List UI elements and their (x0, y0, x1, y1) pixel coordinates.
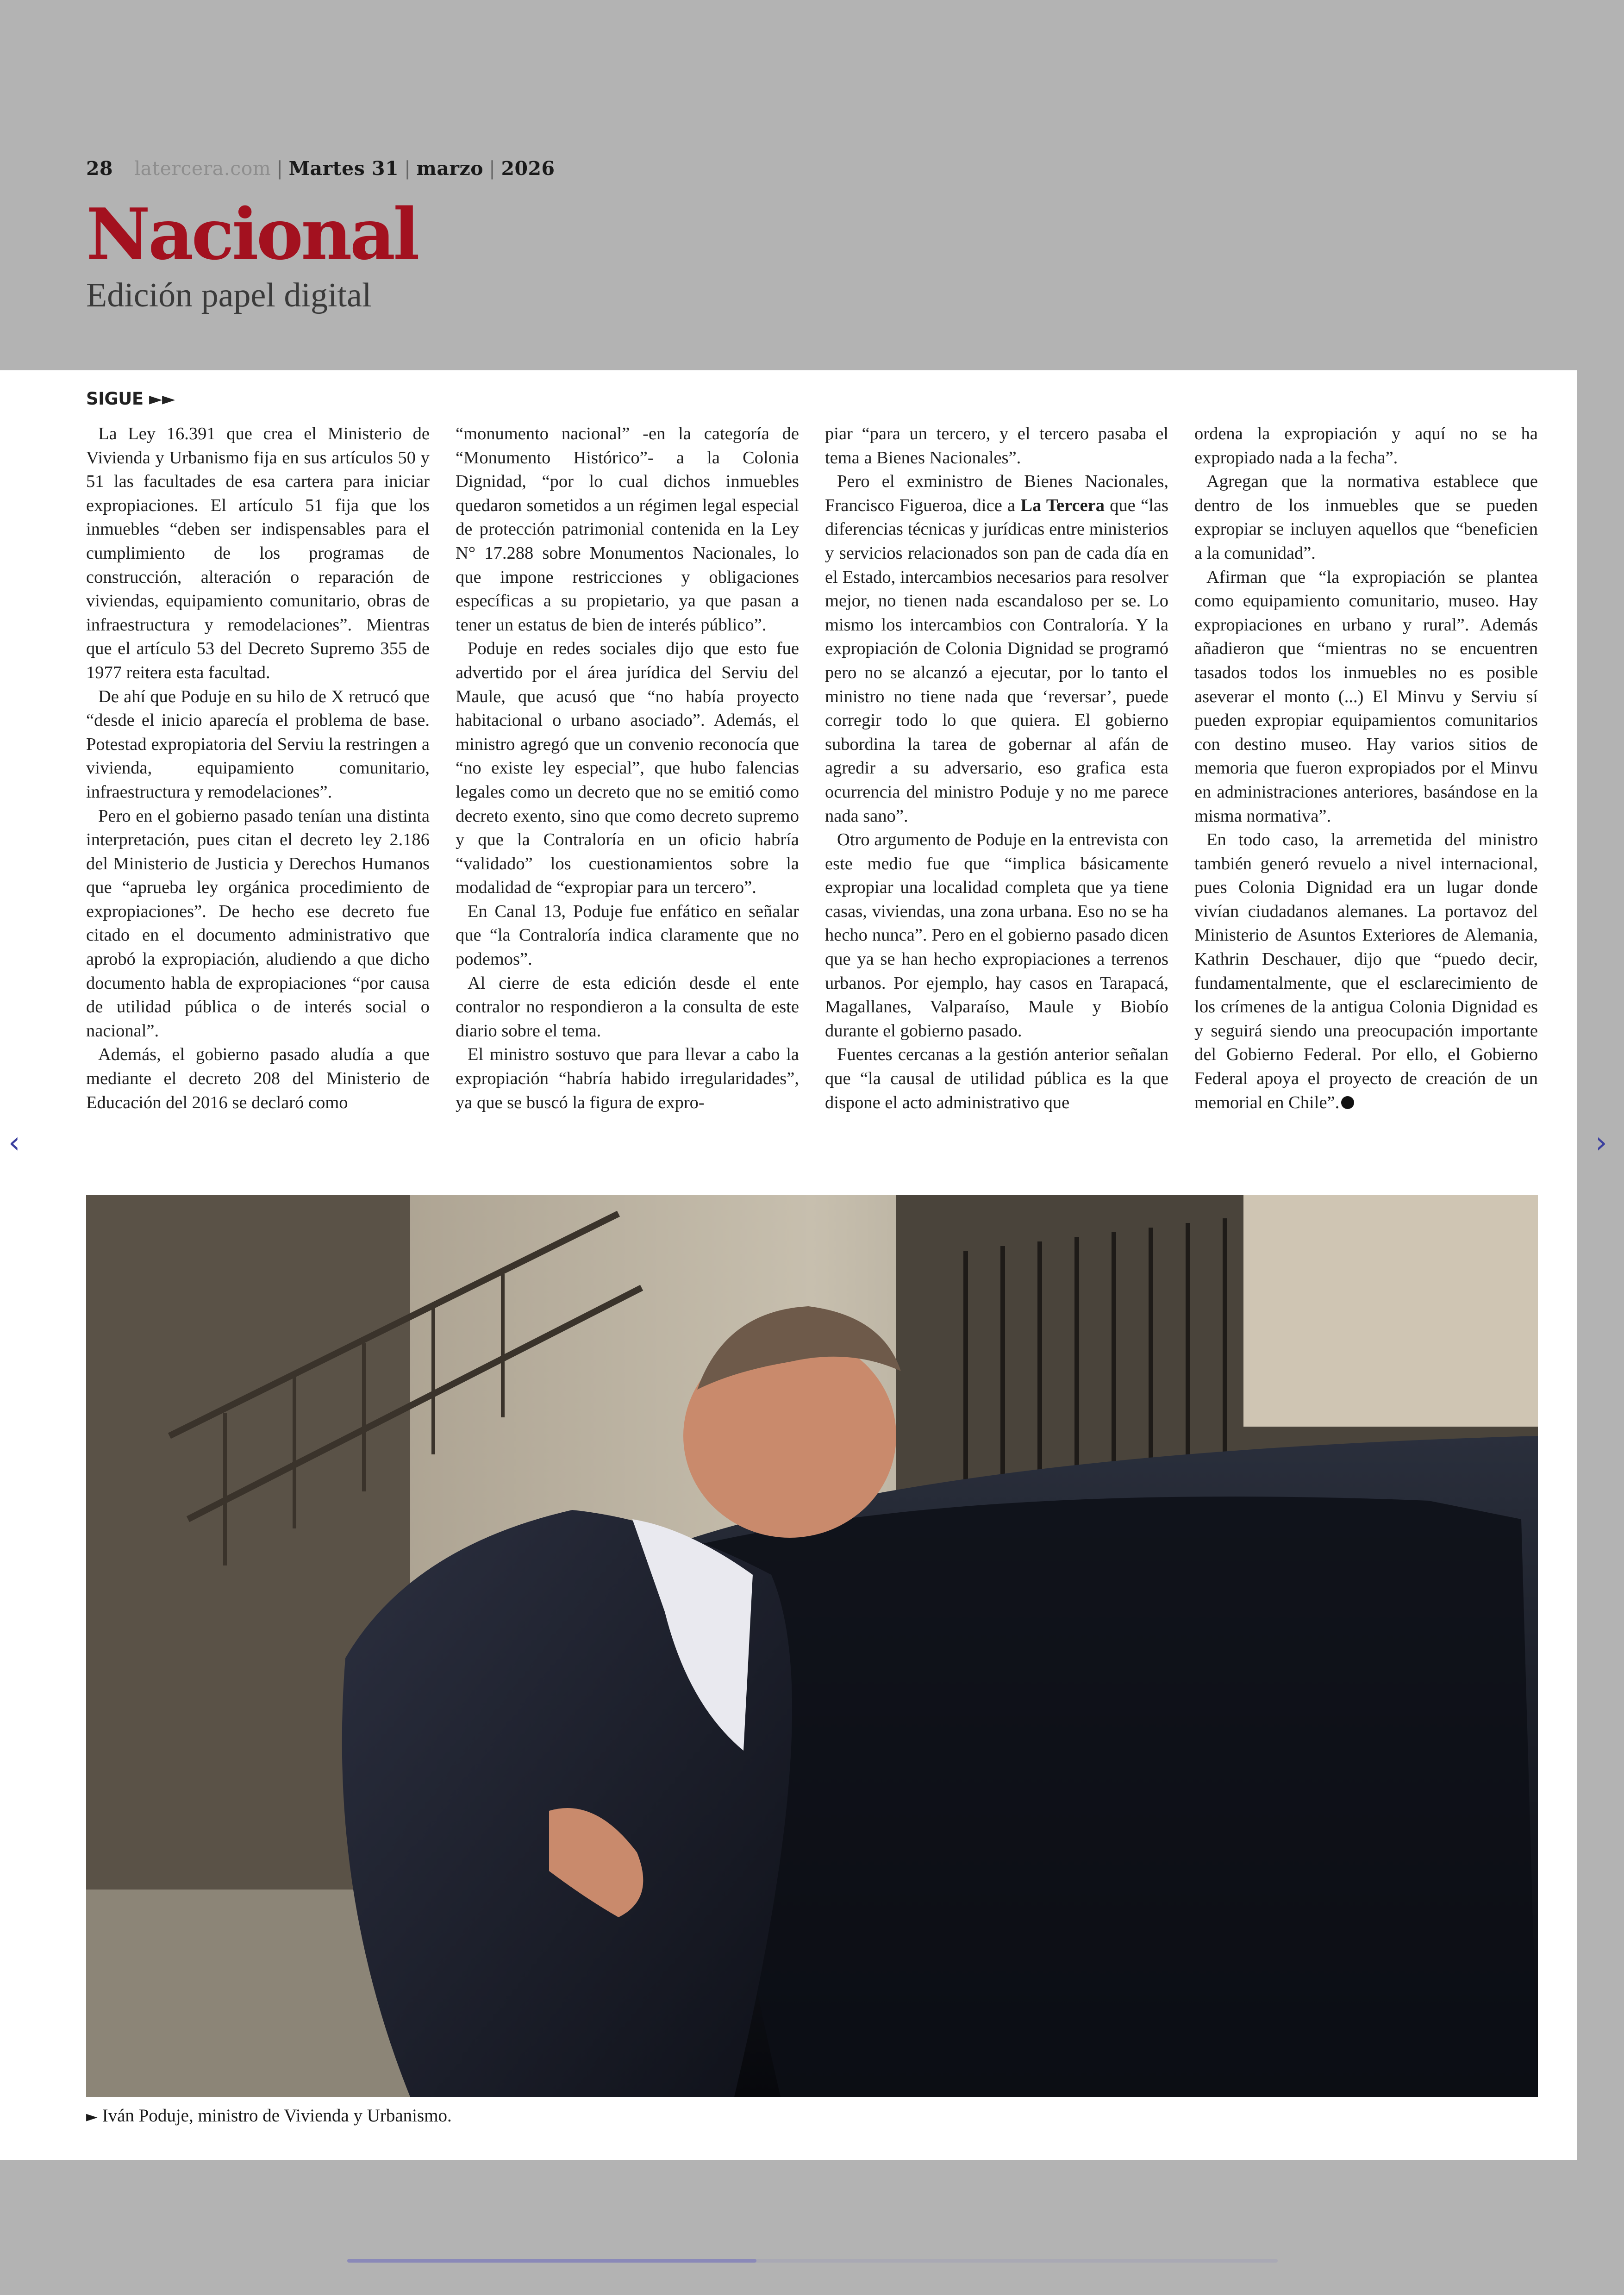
article-column-4 (1194, 422, 1538, 1112)
paragraph: Afirman que “la expropiación se plantea como equipamiento comunitario, museo. Hay expropiaciones en urbano y rural”. Además añadieron que “mientras no se encuentren tasados todos los inmuebles no es posible aseverar el monto (...) El Minvu y Serviu sí pueden expropiar equipamientos comunitarios con destino museo. Hay varios sitios de memoria que fueron expropiados por el Minvu en administraciones anteriores, basándose en la misma normativa”. (1194, 567, 1538, 826)
date-weekday: Martes 31 (288, 157, 399, 180)
paragraph: Pero en el gobierno pasado tenían una distinta interpretación, pues citan el decreto ley 2.186 del Ministerio de Justicia y Derechos Humanos que “aprueba ley orgánica procedimiento de expropiaciones”. De hecho ese decreto fue citado en el documento administrativo que aprobó la expropiación, aludiendo a que dicho documento habla de expropiaciones “por causa de utilidad pública o de interés social o nacional”. (86, 806, 430, 1041)
paragraph-text: En todo caso, la arremetida del ministro también generó revuelo a nivel internacional, pues Colonia Dignidad era un lugar donde vivían ciudadanos alemanes. La portavoz del Ministerio de Asuntos Exteriores de Alemania, Kathrin Deschauer, dijo que “puedo decir, fundamentalmente, que el esclarecimiento de los crímenes de la antigua Colonia Dignidad es y seguirá siendo una preocupación importante del Gobierno Federal. Por ello, el Gobierno Federal apoya el proyecto de creación de un memorial en Chile”. (1194, 830, 1538, 1112)
paragraph: Otro argumento de Poduje en la entrevista con este medio fue que “implica básicamente expropiar una localidad completa que ya tiene casas, viviendas, una zona urbana. Eso no se ha hecho nunca”. Pero en el gobierno pasado dicen que ya se han hecho expropiaciones a terrenos urbanos. Por ejemplo, hay casos en Tarapacá, Magallanes, Valparaíso, Maule y Biobío durante el gobierno pasado. (825, 830, 1168, 1041)
newspaper-page (0, 370, 1577, 2160)
source-name: La Tercera (1020, 495, 1105, 515)
page-number: 28 (86, 157, 113, 180)
previous-page-icon[interactable]: ‹ (8, 1126, 20, 1160)
meta-separator: | (404, 157, 411, 180)
paragraph: ordena la expropiación y aquí no se ha expropiado nada a la fecha”. (1194, 424, 1538, 468)
paragraph-with-source: Pero el exministro de Bienes Nacionales, Francisco Figueroa, dice a La Tercera que “las diferencias técnicas y jurídicas entre ministerios y servicios relacionados son pan de cada día en el Estado, intercambios necesarios para resolver mejor, no tienen nada escandaloso per se. Lo mismo los intercambios con Contraloría. Y la expropiación de Colonia Dignidad se programó pero no se alcanzó a ejecutar, por lo tanto el ministro no tiene nada que ‘reversar’, puede corregir todo lo que quiera. El gobierno subordina la tarea de gobernar al afán de agredir a su adversario, eso grafica esta ocurrencia del ministro Poduje y no me parece nada sano”. (825, 472, 1169, 826)
date-month: marzo (416, 157, 484, 180)
meta-separator: | (276, 157, 283, 180)
article-column-3 (825, 422, 1169, 1112)
caption-text: Iván Poduje, ministro de Vivienda y Urbanismo. (102, 2106, 452, 2126)
edition-label: Edición papel digital (86, 276, 372, 314)
paragraph: Además, el gobierno pasado aludía a que mediante el decreto 208 del Ministerio de Educación del 2016 se declaró como (86, 1045, 430, 1112)
date-year: 2026 (501, 157, 555, 180)
caption-arrow-icon: ► (86, 2108, 98, 2125)
paragraph: Agregan que la normativa establece que dentro de los inmuebles que se pueden expropiar se incluyen aquellos que “beneficien a la comunidad”. (1194, 472, 1538, 563)
end-of-article-icon (1341, 1096, 1354, 1109)
next-page-icon[interactable]: › (1595, 1126, 1607, 1160)
paragraph: El ministro sostuvo que para llevar a cabo la expropiación “habría habido irregularidades”, ya que se buscó la figura de expro- (456, 1045, 799, 1112)
paragraph: En Canal 13, Poduje fue enfático en señalar que “la Contraloría indica claramente que no podemos”. (456, 901, 799, 969)
page-scrollbar-thumb[interactable] (347, 2259, 756, 2263)
paragraph: Al cierre de esta edición desde el ente contralor no respondieron a la consulta de este diario sobre el tema. (456, 973, 799, 1041)
paragraph: “monumento nacional” -en la categoría de “Monumento Histórico”- a la Colonia Dignidad, “por lo cual dichos inmuebles quedaron sometidos a un régimen legal especial de protección patrimonial contenida en la Ley N° 17.288 sobre Monumentos Nacionales, lo que impone restricciones y obligaciones específicas a su propietario, ya que pasan a tener un estatus de bien de interés público”. (456, 424, 799, 635)
site-name: latercera.com (134, 157, 271, 180)
article-column-1 (86, 422, 430, 1112)
page-header (86, 157, 1521, 315)
paragraph: piar “para un tercero, y el tercero pasaba el tema a Bienes Nacionales”. (825, 424, 1168, 468)
page-scrollbar[interactable] (347, 2259, 1278, 2263)
article-column-2 (456, 422, 799, 1112)
article-photo (86, 1195, 1538, 2097)
paragraph: La Ley 16.391 que crea el Ministerio de Vivienda y Urbanismo fija en sus artículos 50 y 51 las facultades de esa cartera para iniciar expropiaciones. El artículo 51 fija que los inmuebles “deben ser indispensables para el cumplimiento de los programas de construcción, alteración o reparación de viviendas, equipamiento comunitario, obras de infraestructura y remodelaciones”. Mientras que el artículo 53 del Decreto Supremo 355 de 1977 reitera esta facultad. (86, 424, 430, 682)
paragraph: De ahí que Poduje en su hilo de X retrucó que “desde el inicio aparecía el problema de base. Potestad expropiatoria del Serviu la restringen a vivienda, equipamiento comunitario, infraestructura y remodelaciones”. (86, 686, 430, 802)
paragraph: Poduje en redes sociales dijo que esto fue advertido por el área jurídica del Serviu del Maule, que acusó que “no había proyecto habitacional o urbano asociado”. Además, el ministro agregó que un convenio reconocía que “no existe ley especial”, que hubo falencias legales como un decreto que no se emitió como decreto exento, sino que como decreto supremo y que la Contraloría en un oficio habría “validado” los cuestionamientos sobre la modalidad de “expropiar para un tercero”. (456, 639, 799, 898)
article-body (86, 422, 1538, 1112)
page-meta (86, 157, 1521, 180)
section-title: Nacional (86, 193, 418, 275)
paragraph: Fuentes cercanas a la gestión anterior señalan que “la causal de utilidad pública es la que dispone el acto administrativo que (825, 1045, 1168, 1112)
meta-separator: | (489, 157, 496, 180)
paragraph (1194, 828, 1538, 1115)
photo-caption (86, 2105, 452, 2126)
continued-label: SIGUE ►► (86, 389, 175, 409)
